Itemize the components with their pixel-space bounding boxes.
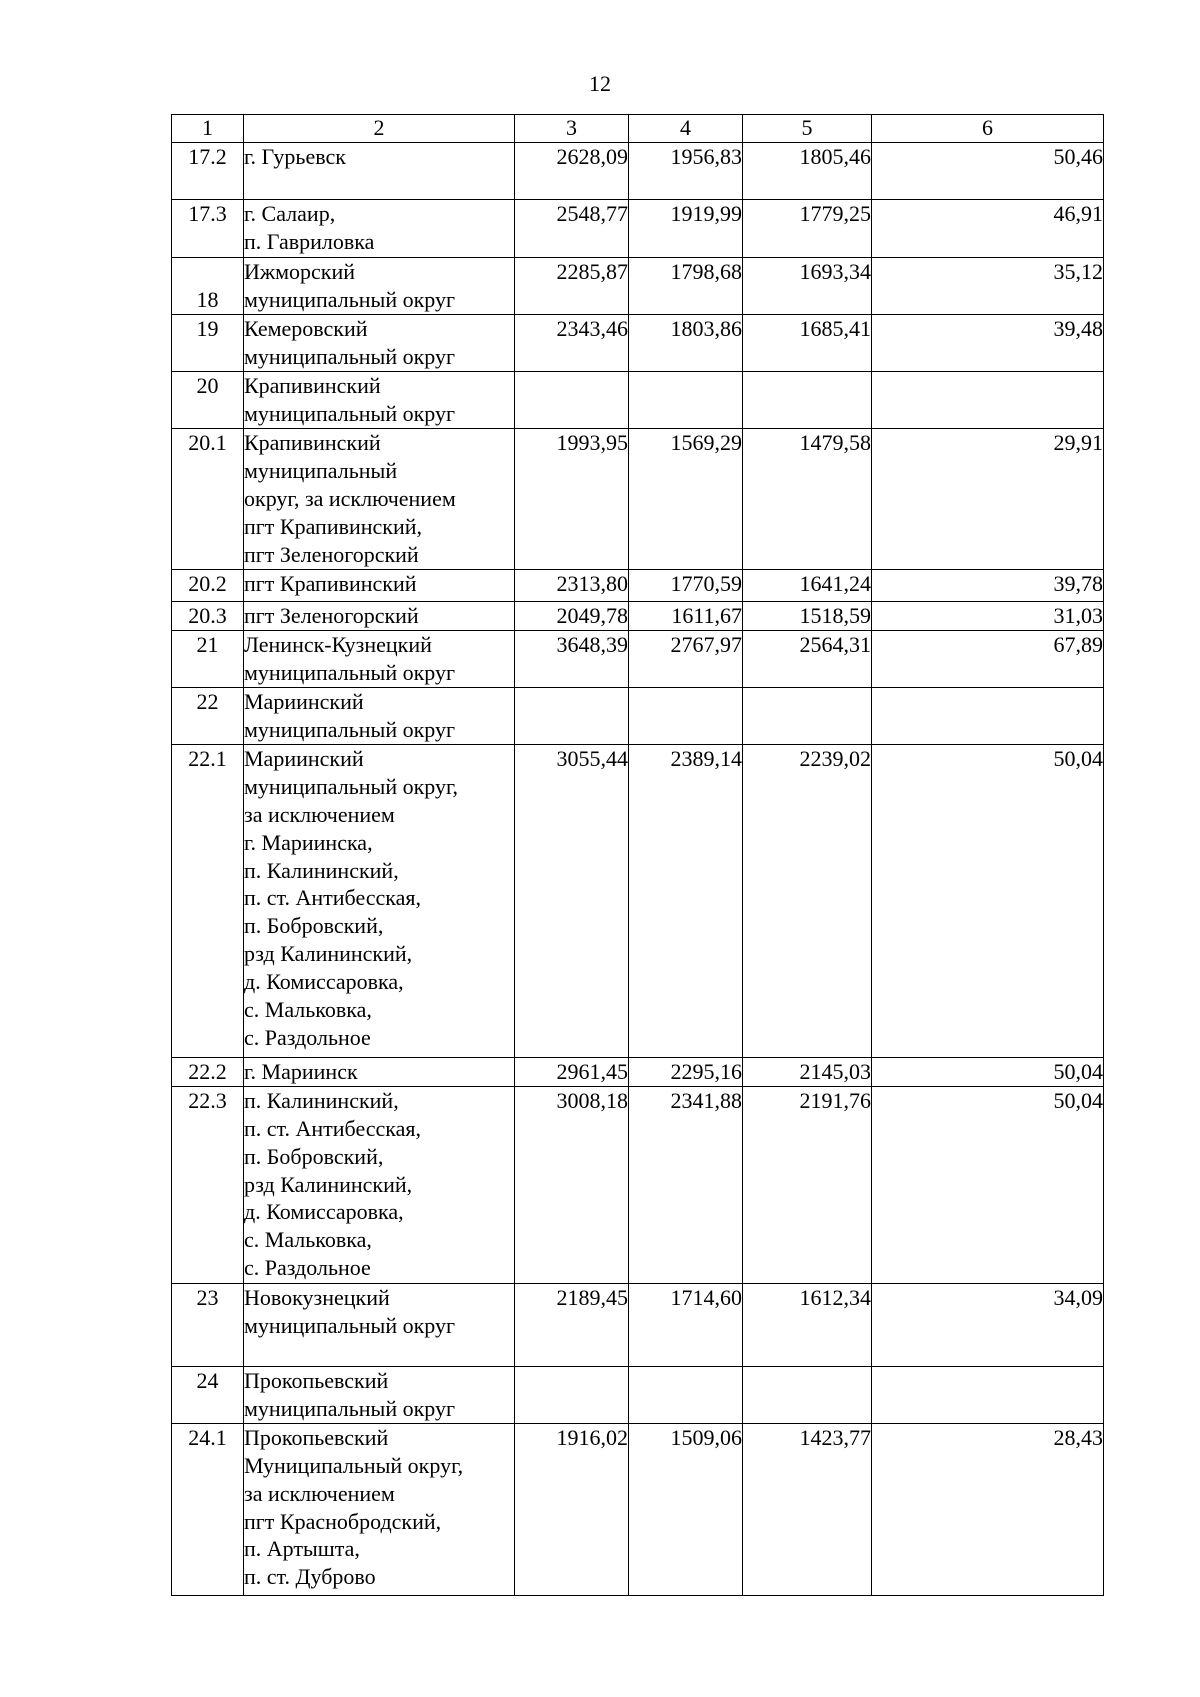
value-col-6: 28,43	[872, 1423, 1104, 1595]
data-table	[171, 114, 1104, 1596]
table-row	[172, 1366, 1104, 1423]
value-col-6: 34,09	[872, 1283, 1104, 1366]
value-col-3: 3008,18	[515, 1086, 629, 1283]
table-row	[172, 1057, 1104, 1086]
value-col-3	[515, 372, 629, 429]
table-row	[172, 372, 1104, 429]
row-name: Ленинск-Кузнецкий муниципальный округ	[244, 630, 515, 687]
value-col-6: 35,12	[872, 258, 1104, 315]
table-row	[172, 744, 1104, 1057]
row-number: 22.2	[172, 1057, 244, 1086]
value-col-4: 1770,59	[629, 570, 743, 602]
value-col-5	[743, 687, 872, 744]
row-name: Крапивинский муниципальный округ, за исключением пгт Крапивинский, пгт Зеленогорский	[244, 429, 515, 570]
value-col-4: 1803,86	[629, 315, 743, 372]
value-col-4	[629, 372, 743, 429]
table-row	[172, 602, 1104, 631]
value-col-6	[872, 372, 1104, 429]
row-number: 23	[172, 1283, 244, 1366]
column-header: 1	[172, 115, 244, 143]
value-col-4: 1509,06	[629, 1423, 743, 1595]
value-col-3: 1993,95	[515, 429, 629, 570]
table-row	[172, 143, 1104, 200]
table-row	[172, 429, 1104, 570]
row-name: пгт Крапивинский	[244, 570, 515, 602]
value-col-5: 2191,76	[743, 1086, 872, 1283]
value-col-3: 3648,39	[515, 630, 629, 687]
value-col-3: 2628,09	[515, 143, 629, 200]
row-name: г. Салаир, п. Гавриловка	[244, 200, 515, 258]
value-col-4: 2389,14	[629, 744, 743, 1057]
column-header: 2	[244, 115, 515, 143]
value-col-4: 2295,16	[629, 1057, 743, 1086]
row-number: 20.2	[172, 570, 244, 602]
row-name: п. Калининский, п. ст. Антибесская, п. Бобровский, рзд Калининский, д. Комиссаровка, с. Мальковка, с. Раздольное	[244, 1086, 515, 1283]
value-col-5: 1805,46	[743, 143, 872, 200]
column-header: 3	[515, 115, 629, 143]
value-col-5	[743, 1366, 872, 1423]
row-number: 20.1	[172, 429, 244, 570]
row-name: Мариинский муниципальный округ	[244, 687, 515, 744]
column-header: 4	[629, 115, 743, 143]
row-number: 19	[172, 315, 244, 372]
value-col-3: 2961,45	[515, 1057, 629, 1086]
value-col-5: 1779,25	[743, 200, 872, 258]
row-number: 24.1	[172, 1423, 244, 1595]
value-col-5: 1641,24	[743, 570, 872, 602]
table-row	[172, 200, 1104, 258]
value-col-4: 1611,67	[629, 602, 743, 631]
value-col-6: 29,91	[872, 429, 1104, 570]
value-col-6: 67,89	[872, 630, 1104, 687]
value-col-5: 1479,58	[743, 429, 872, 570]
value-col-6	[872, 1366, 1104, 1423]
value-col-5: 1423,77	[743, 1423, 872, 1595]
value-col-4: 1714,60	[629, 1283, 743, 1366]
value-col-6: 31,03	[872, 602, 1104, 631]
value-col-6: 50,04	[872, 1057, 1104, 1086]
row-name: Ижморский муниципальный округ	[244, 258, 515, 315]
row-number: 20	[172, 372, 244, 429]
value-col-5: 1693,34	[743, 258, 872, 315]
table-row	[172, 258, 1104, 315]
value-col-3: 3055,44	[515, 744, 629, 1057]
table-row	[172, 1283, 1104, 1366]
value-col-6: 50,04	[872, 744, 1104, 1057]
row-number: 17.3	[172, 200, 244, 258]
header-row	[172, 115, 1104, 143]
row-name: Кемеровский муниципальный округ	[244, 315, 515, 372]
row-number: 24	[172, 1366, 244, 1423]
row-number: 21	[172, 630, 244, 687]
row-name: г. Гурьевск	[244, 143, 515, 200]
value-col-4: 1919,99	[629, 200, 743, 258]
value-col-6: 39,78	[872, 570, 1104, 602]
table-row	[172, 687, 1104, 744]
value-col-3: 2548,77	[515, 200, 629, 258]
value-col-4: 2341,88	[629, 1086, 743, 1283]
row-name: Прокопьевский Муниципальный округ, за исключением пгт Краснобродский, п. Артышта, п. ст. Дуброво	[244, 1423, 515, 1595]
row-number: 17.2	[172, 143, 244, 200]
value-col-4: 2767,97	[629, 630, 743, 687]
row-number: 22	[172, 687, 244, 744]
row-number: 22.3	[172, 1086, 244, 1283]
row-name: пгт Зеленогорский	[244, 602, 515, 631]
value-col-3: 2049,78	[515, 602, 629, 631]
row-name: Прокопьевский муниципальный округ	[244, 1366, 515, 1423]
value-col-5: 1518,59	[743, 602, 872, 631]
row-number: 18	[172, 258, 244, 315]
column-header: 6	[872, 115, 1104, 143]
value-col-4: 1798,68	[629, 258, 743, 315]
value-col-3	[515, 687, 629, 744]
value-col-6: 46,91	[872, 200, 1104, 258]
table-row	[172, 315, 1104, 372]
page-number: 12	[589, 71, 611, 96]
value-col-3	[515, 1366, 629, 1423]
value-col-4: 1569,29	[629, 429, 743, 570]
column-header: 5	[743, 115, 872, 143]
value-col-5: 2145,03	[743, 1057, 872, 1086]
value-col-3: 2313,80	[515, 570, 629, 602]
row-name: Мариинский муниципальный округ, за исключением г. Мариинска, п. Калининский, п. ст. Антибесская, п. Бобровский, рзд Калининский, д. Комиссаровка, с. Мальковка, с. Раздольное	[244, 744, 515, 1057]
value-col-6: 50,46	[872, 143, 1104, 200]
value-col-3: 2189,45	[515, 1283, 629, 1366]
value-col-5: 1685,41	[743, 315, 872, 372]
value-col-5	[743, 372, 872, 429]
value-col-6: 39,48	[872, 315, 1104, 372]
value-col-4	[629, 687, 743, 744]
value-col-5: 2564,31	[743, 630, 872, 687]
value-col-6	[872, 687, 1104, 744]
value-col-3: 2285,87	[515, 258, 629, 315]
table-row	[172, 630, 1104, 687]
value-col-4	[629, 1366, 743, 1423]
table-row	[172, 570, 1104, 602]
value-col-3: 2343,46	[515, 315, 629, 372]
row-number: 22.1	[172, 744, 244, 1057]
value-col-4: 1956,83	[629, 143, 743, 200]
value-col-6: 50,04	[872, 1086, 1104, 1283]
row-number: 20.3	[172, 602, 244, 631]
table-row	[172, 1423, 1104, 1595]
row-name: г. Мариинск	[244, 1057, 515, 1086]
value-col-3: 1916,02	[515, 1423, 629, 1595]
table-row	[172, 1086, 1104, 1283]
row-name: Новокузнецкий муниципальный округ	[244, 1283, 515, 1366]
row-name: Крапивинский муниципальный округ	[244, 372, 515, 429]
value-col-5: 1612,34	[743, 1283, 872, 1366]
value-col-5: 2239,02	[743, 744, 872, 1057]
